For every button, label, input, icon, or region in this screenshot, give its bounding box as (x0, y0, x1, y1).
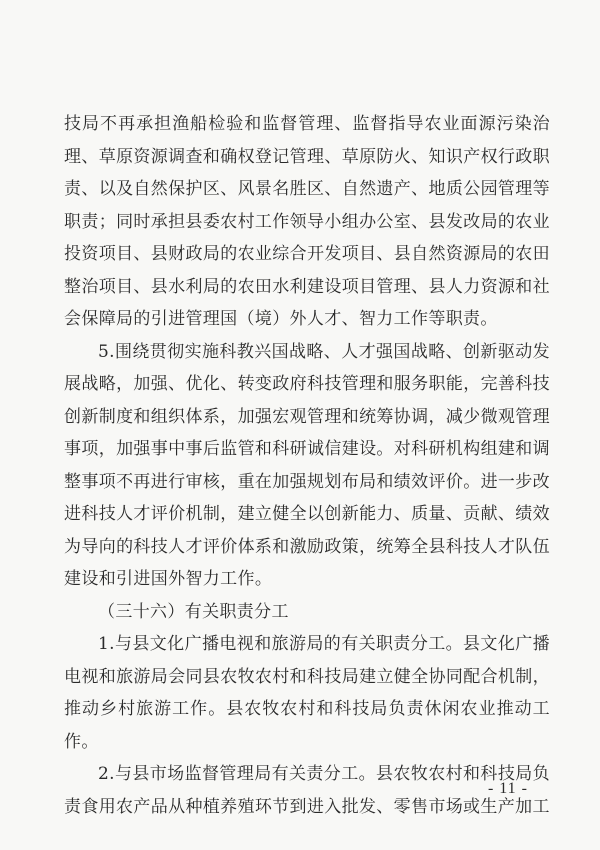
page-number: - 11 - (487, 780, 528, 797)
paragraph-item-2: 2.与县市场监督管理局有关责分工。县农牧农村和科技局负责食用农产品从种植养殖环节到进入批发、零售市场或生产加工 (64, 764, 550, 817)
section-heading: （三十六）有关职责分工 (98, 601, 289, 622)
paragraph-continuation: 技局不再承担渔船检验和监督管理、监督指导农业面源污染治理、草原资源调查和确权登记管理、草原防火、知识产权行政职责、以及自然保护区、风景名胜区、自然遗产、地质公园管理等职责；同时承担县委农村工作领导小组办公室、县发改局的农业投资项目、县财政局的农业综合开发项目、县自然资源局的农田整治项目、县水利局的农田水利建设项目管理、县人力资源和社会保障局的引进管理国（境）外人才、智力工作等职责。 (64, 114, 550, 329)
paragraph-item-5: 5.围绕贯彻实施科教兴国战略、人才强国战略、创新驱动发展战略，加强、优化、转变政府科技管理和服务职能，完善科技创新制度和组织体系，加强宏观管理和统筹协调，减少微观管理事项，加强事中事后监管和科研诚信建设。对科研机构组建和调整事项不再进行审核，重在加强规划布局和绩效评价。进一步改进科技人才评价机制，建立健全以创新能力、质量、贡献、绩效为导向的科技人才评价体系和激励政策，统筹全县科技人才队伍建设和引进国外智力工作。 (64, 341, 550, 589)
document-body (64, 108, 550, 823)
paragraph-item-1: 1.与县文化广播电视和旅游局的有关职责分工。县文化广播电视和旅游局会同县农牧农村和科技局建立健全协同配合机制，推动乡村旅游工作。县农牧农村和科技局负责休闲农业推动工作。 (64, 634, 550, 752)
